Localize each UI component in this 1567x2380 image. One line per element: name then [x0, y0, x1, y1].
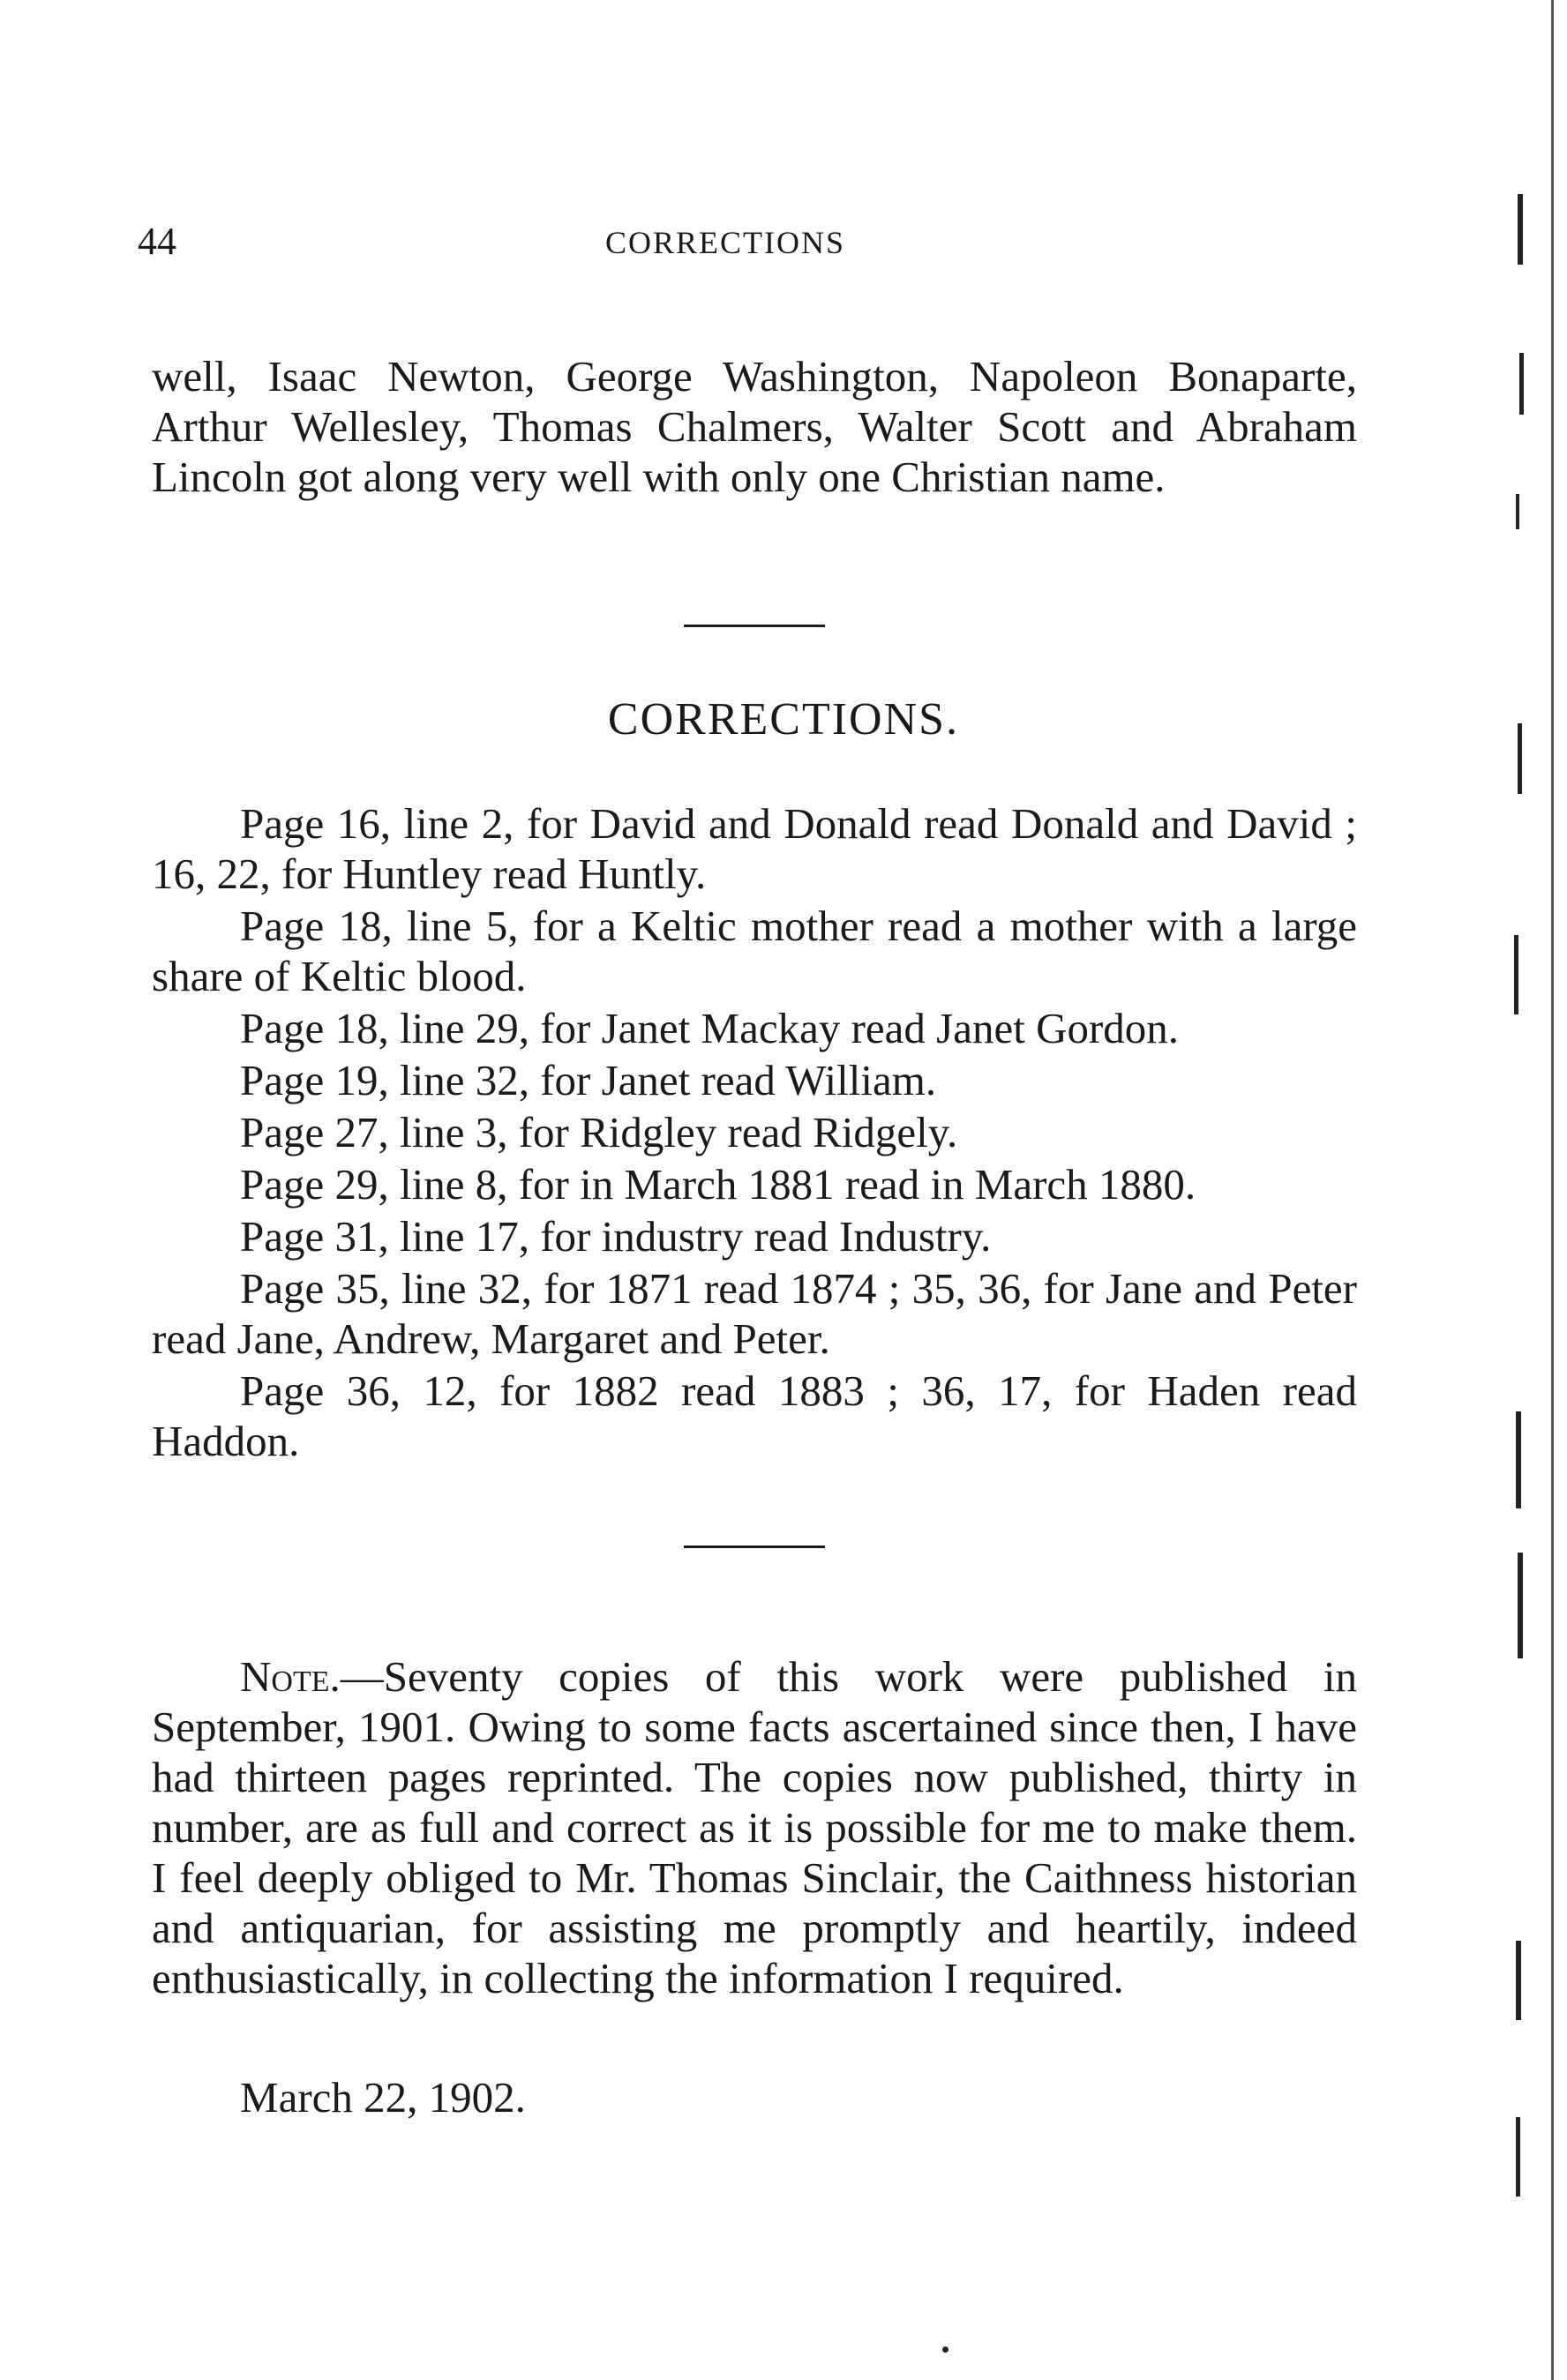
correction-item: Page 19, line 32, for Janet read William. — [240, 1056, 937, 1104]
correction-item: Page 27, line 3, for Ridgley read Ridgely. — [240, 1108, 958, 1156]
correction-item: Page 18, line 5, for a Keltic mother read a mother with a large share of Keltic blood. — [152, 902, 1357, 1000]
scan-edge-mark — [1516, 1411, 1521, 1508]
correction-item: Page 18, line 29, for Janet Mackay read Janet Gordon. — [240, 1004, 1180, 1052]
correction-item: Page 16, line 2, for David and Donald read Donald and David ; 16, 22, for Huntley read Huntly. — [152, 799, 1357, 898]
page-number: 44 — [138, 220, 176, 263]
running-head: CORRECTIONS — [605, 225, 846, 260]
section-divider — [684, 1546, 825, 1548]
correction-item: Page 35, line 32, for 1871 read 1874 ; 35, 36, for Jane and Peter read Jane, Andrew, Margaret and Peter. — [152, 1264, 1357, 1363]
correction-item: Page 31, line 17, for industry read Industry. — [240, 1212, 992, 1261]
scan-edge-mark — [1516, 494, 1519, 529]
scan-edge-mark — [1518, 1553, 1523, 1658]
scan-edge-mark — [1519, 353, 1524, 415]
correction-item: Page 29, line 8, for in March 1881 read in March 1880. — [240, 1160, 1196, 1209]
section-divider — [684, 625, 825, 627]
note-label: Note. — [240, 1652, 341, 1701]
scan-edge-mark — [1516, 2117, 1520, 2197]
scan-edge-mark — [1551, 0, 1554, 2380]
section-title: CORRECTIONS. — [607, 694, 960, 745]
scan-edge-mark — [1518, 723, 1522, 794]
note-paragraph — [152, 1651, 1357, 2003]
date-line: March 22, 1902. — [240, 2073, 526, 2122]
scan-edge-mark — [1514, 935, 1518, 1014]
correction-item: Page 36, 12, for 1882 read 1883 ; 36, 17, for Haden read Haddon. — [152, 1366, 1357, 1465]
corrections-list — [152, 798, 1357, 1468]
scan-speck — [942, 2346, 948, 2353]
note-text: —Seventy copies of this work were published in September, 1901. Owing to some facts ascertained since then, I have had thirteen pages reprinted. The copies now published, thirty in number, are as full and correct as it is possible for me to make them. I feel deeply obliged to Mr. Thomas Sinclair, the Caithness historian and antiquarian, for assisting me promptly and heartily, indeed enthusiastically, in collecting the information I required. — [152, 1652, 1357, 2002]
scan-edge-mark — [1516, 1941, 1521, 2020]
page-header — [138, 219, 1373, 272]
continuation-paragraph: well, Isaac Newton, George Washington, Napoleon Bonaparte, Arthur Wellesley, Thomas Chalmers, Walter Scott and Abraham Lincoln got along very well with only one Christian name. — [152, 352, 1357, 501]
scan-edge-mark — [1518, 194, 1523, 265]
